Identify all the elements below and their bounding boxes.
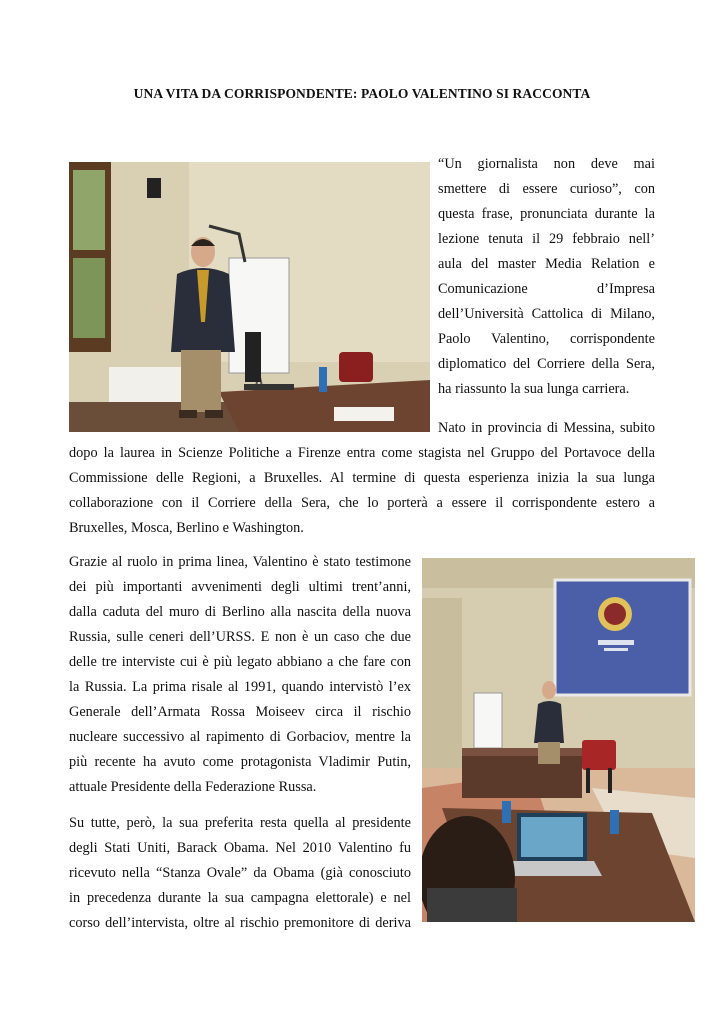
text-line: ha riassunto la sua lunga carriera. bbox=[438, 381, 630, 397]
text-line: Nato in provincia di Messina, subito bbox=[438, 420, 655, 436]
text-line: aula del master Media Relation e bbox=[438, 256, 655, 272]
text-line: “Un giornalista non deve mai bbox=[438, 156, 655, 172]
witness-paragraph bbox=[69, 550, 411, 800]
text-line: la Russia. La prima risale al 1991, quando intervistò l’ex bbox=[69, 679, 411, 695]
text-line: delle tre interviste cui è più legato abbiano a che fare con bbox=[69, 654, 411, 670]
speaker-standing-in-classroom-photo bbox=[69, 162, 430, 432]
text-line: in precedenza durante la sua campagna elettorale) e nel bbox=[69, 890, 411, 906]
text-line: Bruxelles, Mosca, Berlino e Washington. bbox=[69, 520, 304, 536]
text-line: nucleare successivo al rapimento di Gorbaciov, mentre la bbox=[69, 729, 411, 745]
text-line: Commissione delle Regioni, a Bruxelles. Al termine di questa esperienza inizia la sua lunga bbox=[69, 470, 655, 486]
text-line: diplomatico del Corriere della Sera, bbox=[438, 356, 655, 372]
text-line: questa frase, pronunciata durante la bbox=[438, 206, 655, 222]
obama-paragraph bbox=[69, 811, 411, 936]
article-title: UNA VITA DA CORRISPONDENTE: PAOLO VALENTINO SI RACCONTA bbox=[133, 86, 591, 101]
text-line: degli Stati Uniti, Barack Obama. Nel 2010 Valentino fu bbox=[69, 840, 411, 856]
text-line: dell’Università Cattolica di Milano, bbox=[438, 306, 655, 322]
text-line: collaborazione con il Corriere della Sera, che lo porterà a essere il corrispondente estero a bbox=[69, 495, 655, 511]
text-line: Comunicazione d’Impresa bbox=[438, 281, 655, 297]
text-line: più recente ha avuto come protagonista Vladimir Putin, bbox=[69, 754, 411, 770]
career-paragraph bbox=[69, 441, 655, 541]
text-line: attuale Presidente della Federazione Russa. bbox=[69, 779, 317, 795]
text-line: corso dell’intervista, oltre al rischio premonitore di deriva bbox=[69, 915, 411, 931]
text-line: dopo la laurea in Scienze Politiche a Firenze entra come stagista nel Gruppo del Portavoce della bbox=[69, 445, 655, 461]
career-paragraph-first-line bbox=[438, 416, 655, 441]
text-line: Generale dell’Armata Rossa Moiseev circa il rischio bbox=[69, 704, 411, 720]
text-line: dei più importanti avvenimenti degli ultimi trent’anni, bbox=[69, 579, 411, 595]
text-line: Su tutte, però, la sua preferita resta quella al presidente bbox=[69, 815, 411, 831]
intro-paragraph bbox=[438, 152, 655, 402]
text-line: lezione tenuta il 29 febbraio nell’ bbox=[438, 231, 655, 247]
text-line: Russia, sulle ceneri dell’URSS. E non è un caso che due bbox=[69, 629, 411, 645]
text-line: smettere di essere curioso”, con bbox=[438, 181, 655, 197]
text-line: dalla caduta del muro di Berlino alla nascita della nuova bbox=[69, 604, 411, 620]
text-line: Paolo Valentino, corrispondente bbox=[438, 331, 655, 347]
text-line: ricevuto nella “Stanza Ovale” da Obama (già conosciuto bbox=[69, 865, 411, 881]
text-line: Grazie al ruolo in prima linea, Valentino è stato testimone bbox=[69, 554, 411, 570]
lecture-hall-with-projection-screen-photo bbox=[422, 558, 695, 922]
